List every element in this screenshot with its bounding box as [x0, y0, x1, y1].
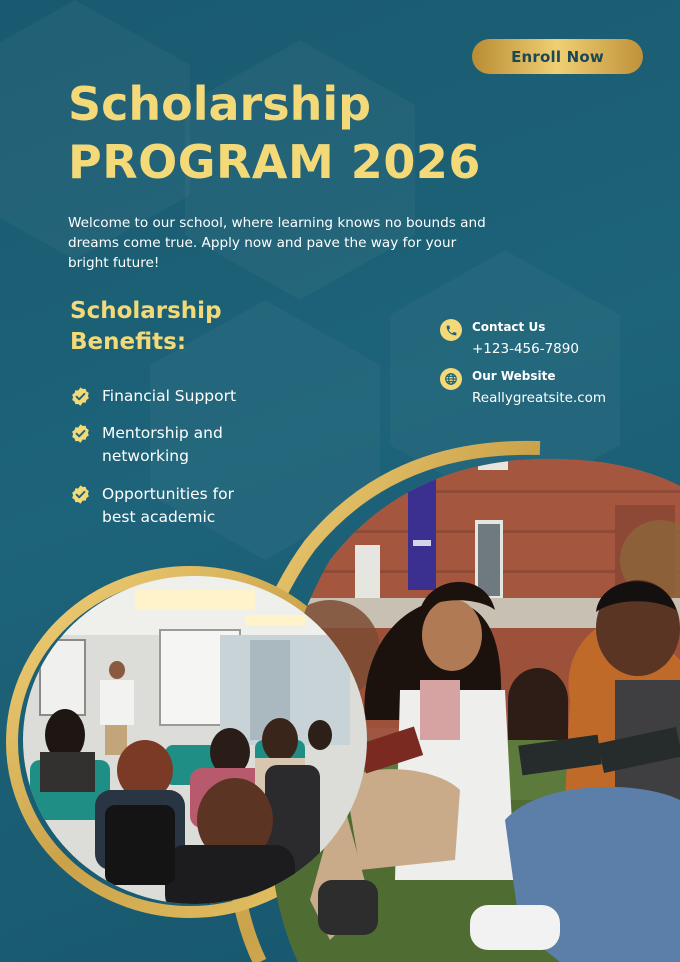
benefit-text-line: networking	[102, 447, 189, 465]
website-label: Our Website	[472, 369, 556, 383]
enroll-now-button[interactable]: Enroll Now	[472, 39, 643, 74]
title-line-1: Scholarship	[68, 77, 372, 131]
benefit-text-line: Financial Support	[102, 387, 237, 405]
phone-number[interactable]: +123-456-7890	[472, 341, 579, 357]
benefits-heading-line-1: Scholarship	[70, 298, 222, 324]
intro-text: Welcome to our school, where learning knows no bounds and dreams come true. Apply now and pave the way for your bright future!	[68, 215, 486, 271]
website-link[interactable]: Reallygreatsite.com	[472, 390, 607, 406]
benefits-heading-line-2: Benefits:	[70, 329, 187, 355]
benefit-text-line: Mentorship and	[102, 424, 223, 442]
benefit-text-line: Opportunities for	[102, 485, 234, 503]
contact-label: Contact Us	[472, 320, 546, 334]
title-line-2: PROGRAM 2026	[68, 134, 481, 189]
benefit-text-line: best academic	[102, 508, 216, 526]
